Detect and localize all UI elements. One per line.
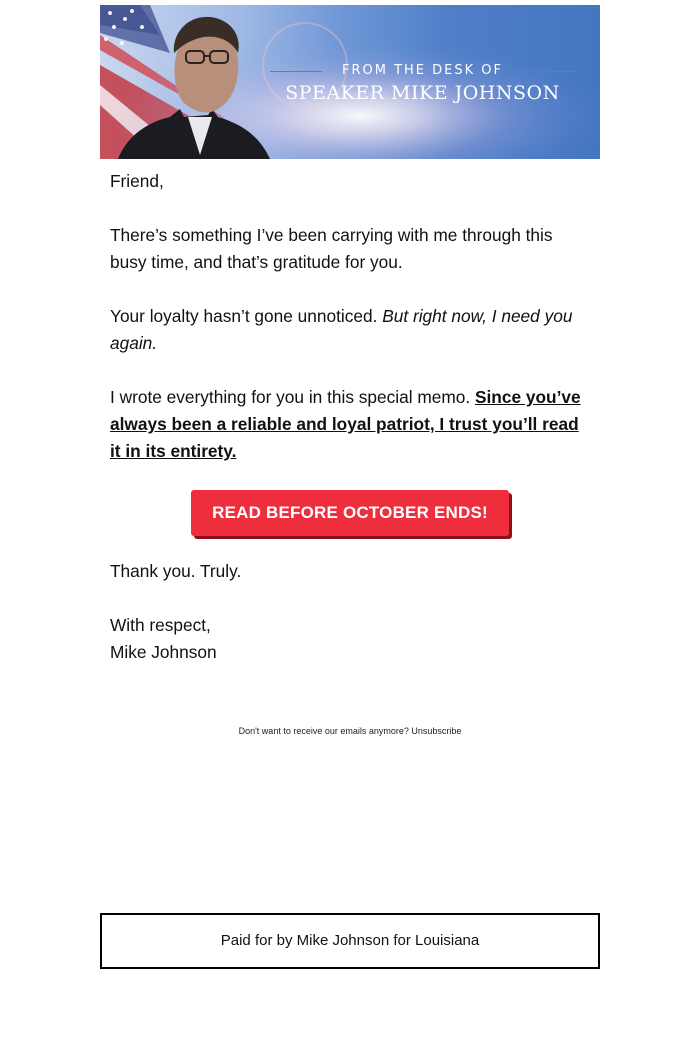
email-body [100, 168, 600, 745]
signoff [110, 612, 590, 666]
read-before-october-button[interactable]: READ BEFORE OCTOBER ENDS! [191, 490, 509, 536]
paid-for-disclaimer: Paid for by Mike Johnson for Louisiana [100, 913, 600, 969]
banner-line-speaker: SPEAKER MIKE JOHNSON [285, 82, 560, 104]
memo-text: I wrote everything for you in this special memo. [110, 387, 475, 407]
paragraph-memo [110, 384, 590, 465]
unsubscribe-line [110, 718, 590, 745]
loyalty-text: Your loyalty hasn’t gone unnoticed. [110, 306, 383, 326]
banner-line-from-desk: FROM THE DESK OF [342, 63, 503, 78]
closing-line: With respect, [110, 615, 211, 635]
greeting: Friend, [110, 171, 164, 191]
cta-wrapper [110, 490, 590, 536]
thank-you-line: Thank you. Truly. [110, 561, 242, 581]
header-banner [100, 5, 600, 159]
memo-link[interactable]: Since you’ve always been a reliable and loyal patriot, I trust you’ll read it in its entirety. [110, 387, 581, 461]
banner-title [270, 63, 575, 105]
paragraph-loyalty [110, 303, 590, 357]
paragraph-gratitude: There’s something I’ve been carrying with me through this busy time, and that’s gratitude for you. [110, 225, 553, 272]
unsubscribe-link[interactable]: Don't want to receive our emails anymore? Unsubscribe [238, 726, 462, 736]
loyalty-italic-text: But right now, I need you again. [110, 306, 573, 353]
email-container [100, 5, 600, 745]
signature: Mike Johnson [110, 642, 217, 662]
